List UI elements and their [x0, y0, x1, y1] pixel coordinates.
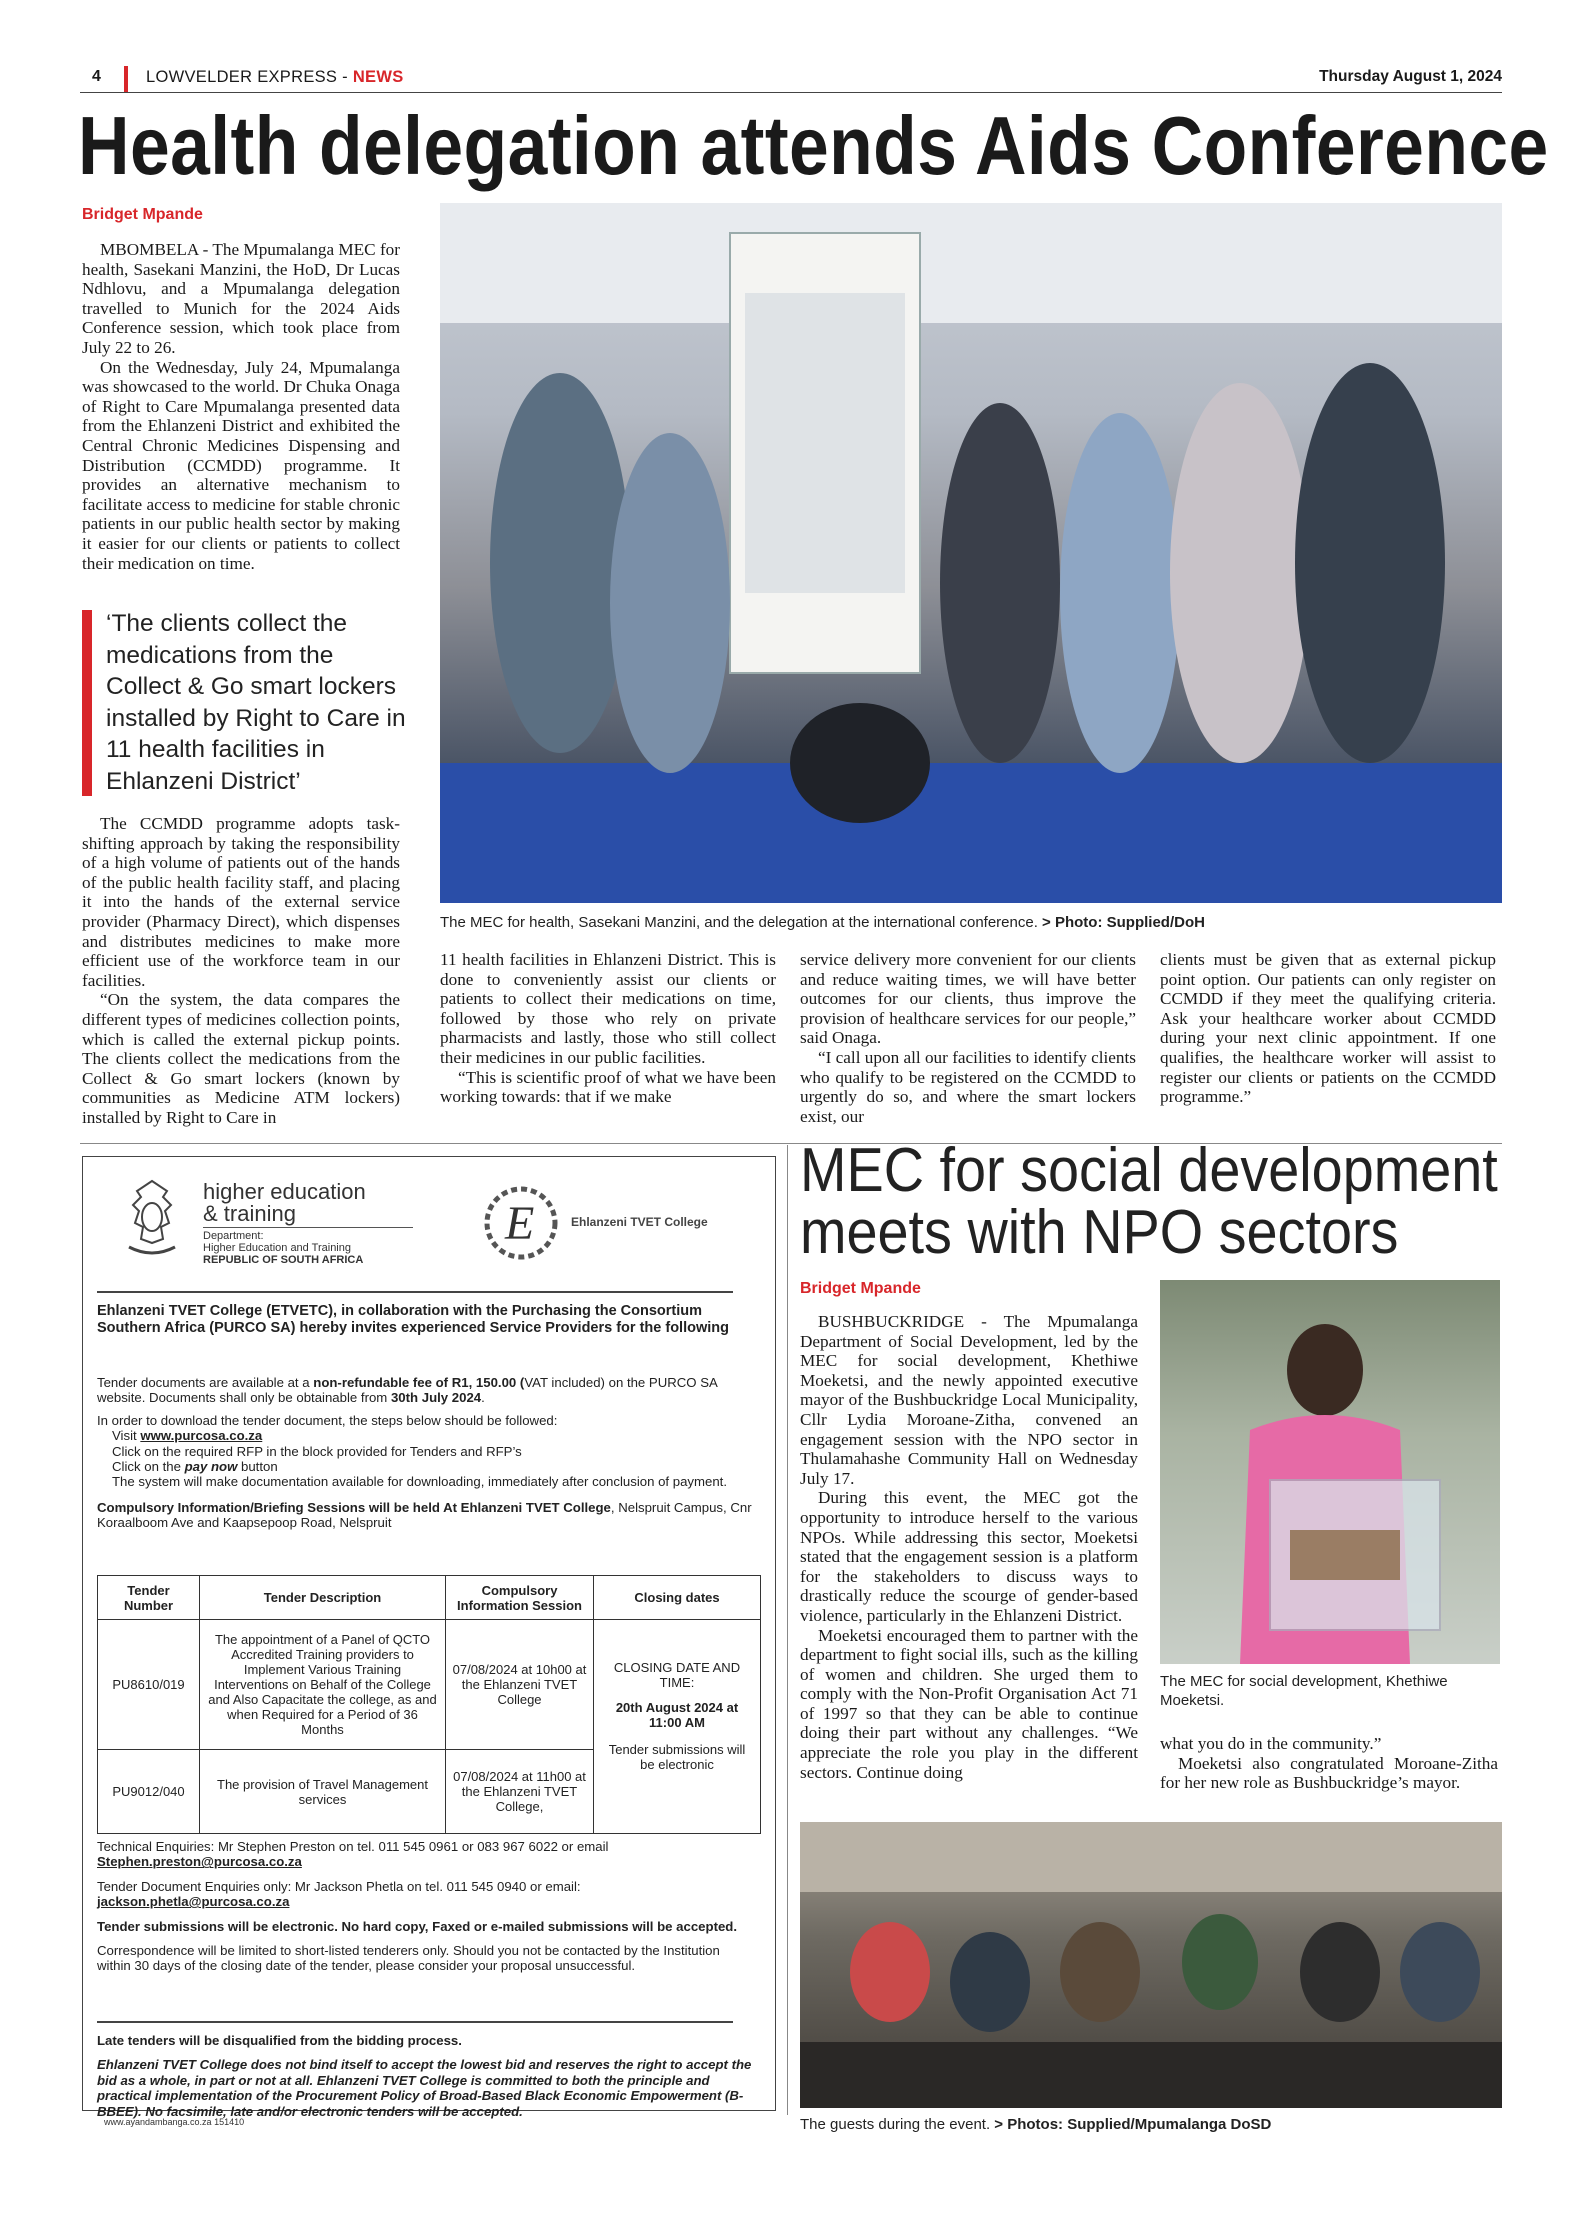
mec-photo-caption: The MEC for social development, Khethiwe Moeketsi. [1160, 1673, 1448, 1709]
late-note: Late tenders will be disqualified from the bidding process. [97, 2033, 462, 2048]
information-session: 07/08/2024 at 11h00 at the Ehlanzeni TVET College, [446, 1750, 594, 1834]
guests-photo-illustration [800, 1822, 1502, 2108]
article2-col1 [800, 1312, 1138, 1782]
advert-reference: www.ayandambanga.co.za 151410 [104, 2117, 245, 2127]
paragraph: During this event, the MEC got the opportunity to introduce herself to the various NPOs. While addressing this sector, Moeketsi stated that the engagement session is a platform for the stakeholders to discuss ways to drastically reduce the scourge of gender-based violence, particularly in the Ehlanzeni District. [800, 1488, 1138, 1625]
article1-byline: Bridget Mpande [82, 206, 203, 223]
closing-note: Tender submissions will be electronic [608, 1742, 746, 1772]
college-emblem-icon [475, 1181, 571, 1265]
tender-number: PU9012/040 [98, 1750, 200, 1834]
paragraph: BUSHBUCKRIDGE - The Mpumalanga Department of Social Development, led by the MEC for social development, Khethiwe Moeketsi, and the newly appointed executive mayor of the Bushbuckridge Local Municipality, Cllr Lydia Moroane-Zitha, convened an engagement session with the NPO sector in Thulamahashe Community Hall on Wednesday July 17. [800, 1312, 1138, 1488]
paragraph: MBOMBELA - The Mpumalanga MEC for health, Sasekani Manzini, the HoD, Dr Lucas Ndhlovu, and a Mpumalanga delegation travelled to Munich for the 2024 Aids Conference session, which took place from July 22 to 26. [82, 240, 400, 357]
table-header: Tender Number [98, 1576, 200, 1620]
paragraph: “I call upon all our facilities to identify clients who qualify to be registered on the CCMDD to urgently do so, and where the smart lockers exist, our [800, 1047, 1136, 1126]
paragraph: 11 health facilities in Ehlanzeni District. This is done to conveniently assist our clients or patients to collect their medications on time, followed by those who rely on private pharmacists and lastly, those who still collect their medicines in our public facilities. [440, 950, 776, 1067]
step-2: Click on the required RFP in the block provided for Tenders and RFP’s [112, 1443, 522, 1459]
closing-date: 20th August 2024 at 11:00 AM [615, 1700, 739, 1730]
article1-col1-bottom [82, 814, 400, 1128]
college-logo [475, 1181, 735, 1265]
guests-photo-caption: The guests during the event. > Photos: Supplied/Mpumalanga DoSD [800, 2116, 1272, 2133]
article2-col2 [1160, 1734, 1498, 1793]
tender-advert [82, 1156, 776, 2119]
technical-enquiries: Technical Enquiries: Mr Stephen Preston on tel. 011 545 0961 or 083 967 6022 or email [97, 1839, 609, 1854]
pull-quote-bar [82, 610, 92, 796]
mec-photo-illustration [1160, 1280, 1500, 1664]
paragraph: The CCMDD programme adopts task-shifting approach by taking the responsibility of a high volume of patients out of the hands of the public health facility staff, and placing it into the hands of the external service provider (Pharmacy Direct), which dispenses and distributes medicines to make more efficient use of the workforce team in our facilities. [82, 814, 400, 990]
issue-date: Thursday August 1, 2024 [1319, 68, 1502, 85]
article1-headline: Health delegation attends Aids Conference [78, 99, 1549, 192]
dhet-logo [119, 1177, 419, 1267]
closing-label: CLOSING DATE AND TIME: [613, 1660, 741, 1690]
mec-photo [1160, 1280, 1500, 1664]
header-rule [80, 92, 1502, 93]
dept-title-rule [203, 1227, 413, 1228]
advert-bottom-rule [97, 2021, 733, 2023]
page-number: 4 [92, 68, 101, 85]
step-3: Click on the pay now button [112, 1459, 278, 1475]
steps-list [97, 1428, 757, 1490]
tender-description: The appointment of a Panel of QCTO Accredited Training providers to Implement Various Training Interventions on Behalf of the College and Also Capacitate the college, as and when Required for a Period of 36 Months [200, 1620, 446, 1750]
pull-quote [82, 608, 412, 798]
steps-intro: In order to download the tender document, the steps below should be followed: [97, 1412, 558, 1428]
table-header-row [98, 1576, 761, 1620]
advert-top-rule [97, 1291, 733, 1293]
fee-paragraph: Tender documents are available at a non-refundable fee of R1, 150.00 (VAT included) on the PURCO SA website. Documents shall only be obtainable from 30th July 2024. [97, 1375, 718, 1406]
table-header: Tender Description [200, 1576, 446, 1620]
publication-name: LOWVELDER EXPRESS - NEWS [146, 68, 404, 86]
advert-outer-right-rule [787, 1145, 788, 2115]
tender-table [97, 1575, 761, 1834]
section-name: NEWS [352, 68, 404, 86]
tender-number: PU8610/019 [98, 1620, 200, 1750]
coat-of-arms-icon [119, 1177, 185, 1265]
paragraph: “This is scientific proof of what we have been working towards: that if we make [440, 1067, 776, 1107]
briefing-paragraph: Compulsory Information/Briefing Sessions will be held At Ehlanzeni TVET College, Nelspruit Campus, Cnr Koraalboom Ave and Kaapsepoop Road, Nelspruit [97, 1499, 752, 1531]
document-enquiries: Tender Document Enquiries only: Mr Jackson Phetla on tel. 011 545 0940 or email: [97, 1878, 581, 1894]
article2-byline: Bridget Mpande [800, 1280, 921, 1297]
step-4: The system will make documentation available for downloading, immediately after conclusion of payment. [112, 1474, 727, 1490]
closing-dates [594, 1620, 761, 1834]
information-session: 07/08/2024 at 10h00 at the Ehlanzeni TVET College [446, 1620, 594, 1750]
guests-photo [800, 1822, 1502, 2108]
tender-description: The provision of Travel Management services [200, 1750, 446, 1834]
purco-link[interactable]: www.purcosa.co.za [140, 1428, 263, 1444]
article1-col3 [800, 950, 1136, 1126]
conference-photo [440, 203, 1502, 903]
electronic-note: Tender submissions will be electronic. No hard copy, Faxed or e-mailed submissions will be accepted. [97, 1918, 738, 1934]
photo-credit: > Photo: Supplied/DoH [1042, 914, 1205, 931]
article1-col2 [440, 950, 776, 1107]
dept-title: higher education & training [203, 1179, 366, 1226]
step-1: Visit www.purcosa.co.za [112, 1428, 263, 1444]
advert-enquiries [97, 1839, 757, 1974]
conference-photo-illustration [440, 203, 1502, 903]
page-header [80, 66, 1502, 94]
table-row [98, 1620, 761, 1750]
pull-quote-text: ‘The clients collect the medications from the Collect & Go smart lockers installed by Right to Care in 11 health facilities in Ehlanzeni District’ [106, 610, 406, 795]
correspondence-note: Correspondence will be limited to short-listed tenderers only. Should you not be contacted by the Institution within 30 days of the closing date of the tender, please consider your proposal unsuccessful. [97, 1943, 720, 1974]
paragraph: Moeketsi also congratulated Moroane-Zitha for her new role as Bushbuckridge’s mayor. [1160, 1753, 1498, 1793]
paragraph: what you do in the community.” [1160, 1734, 1382, 1753]
technical-email[interactable]: Stephen.preston@purcosa.co.za [97, 1854, 302, 1870]
document-email[interactable]: jackson.phetla@purcosa.co.za [97, 1894, 290, 1910]
disclaimer: Ehlanzeni TVET College does not bind itself to accept the lowest bid and reserves the right to accept the bid as a whole, in part or not at all. Ehlanzeni TVET College is committed to both the principle and practical implementation of the Procurement Policy of Broad-Based Black Economic Empowerment (B-BBEE). No facsimile, late and/or electronic tenders will be accepted. [97, 2057, 752, 2119]
photo-credit: > Photos: Supplied/Mpumalanga DoSD [994, 2116, 1272, 2133]
paragraph: service delivery more convenient for our clients and reduce waiting times, we will have better outcomes for our clients, thus improve the provision of healthcare services for our people,” said Onaga. [800, 950, 1136, 1048]
paragraph: On the Wednesday, July 24, Mpumalanga was showcased to the world. Dr Chuka Onaga of Right to Care Mpumalanga presented data from the Ehlanzeni District and exhibited the Central Chronic Medicines Dispensing and Distribution (CCMDD) programme. It provides an alternative mechanism to facilitate access to medicine for stable chronic patients in our public health sector by making it easier for our clients or patients to collect their medication on time. [82, 357, 400, 573]
tender-table-wrap [97, 1575, 761, 1834]
table-header: Closing dates [594, 1576, 761, 1620]
advert-body [97, 1375, 757, 1531]
conference-photo-caption: The MEC for health, Sasekani Manzini, and the delegation at the international conference. > Photo: Supplied/DoH [440, 914, 1205, 931]
article1-col1-top [82, 240, 400, 573]
header-red-bar [124, 66, 128, 92]
paragraph: “On the system, the data compares the different types of medicines collection points, which is called the external pickup points. The clients collect the medications from the Collect & Go smart lockers (known by communities as Medicine ATM lockers) installed by Right to Care in [82, 990, 400, 1127]
svg-text:E: E [505, 1197, 535, 1250]
table-header: Compulsory Information Session [446, 1576, 594, 1620]
article2-headline: MEC for social development meets with NPO sectors [800, 1136, 1498, 1267]
paragraph: clients must be given that as external pickup point option. Our patients can only register on CCMDD if they meet the qualifying criteria. Ask your healthcare worker about CCMDD during your next clinic appointment. If one qualifies, the healthcare worker will assist to register our clients or patients on the CCMDD programme.” [1160, 950, 1496, 1107]
article1-col4 [1160, 950, 1496, 1107]
college-logo-text: Ehlanzeni TVET College [571, 1215, 708, 1229]
advert-footer-notes [97, 2033, 757, 2119]
dept-subtitle: Department: Higher Education and Training REPUBLIC OF SOUTH AFRICA [203, 1230, 364, 1266]
advert-intro-heading: Ehlanzeni TVET College (ETVETC), in collaboration with the Purchasing the Consortium Southern Africa (PURCO SA) hereby invites experienced Service Providers for the following [97, 1303, 729, 1336]
paragraph: Moeketsi encouraged them to partner with the department to fight social ills, such as the killing of women and children. She urged them to comply with the Non-Profit Organisation Act 71 of 1997 so that they can be able to continue doing their part without any challenges. “We appreciate the role you play in the different sectors. Continue doing [800, 1625, 1138, 1782]
